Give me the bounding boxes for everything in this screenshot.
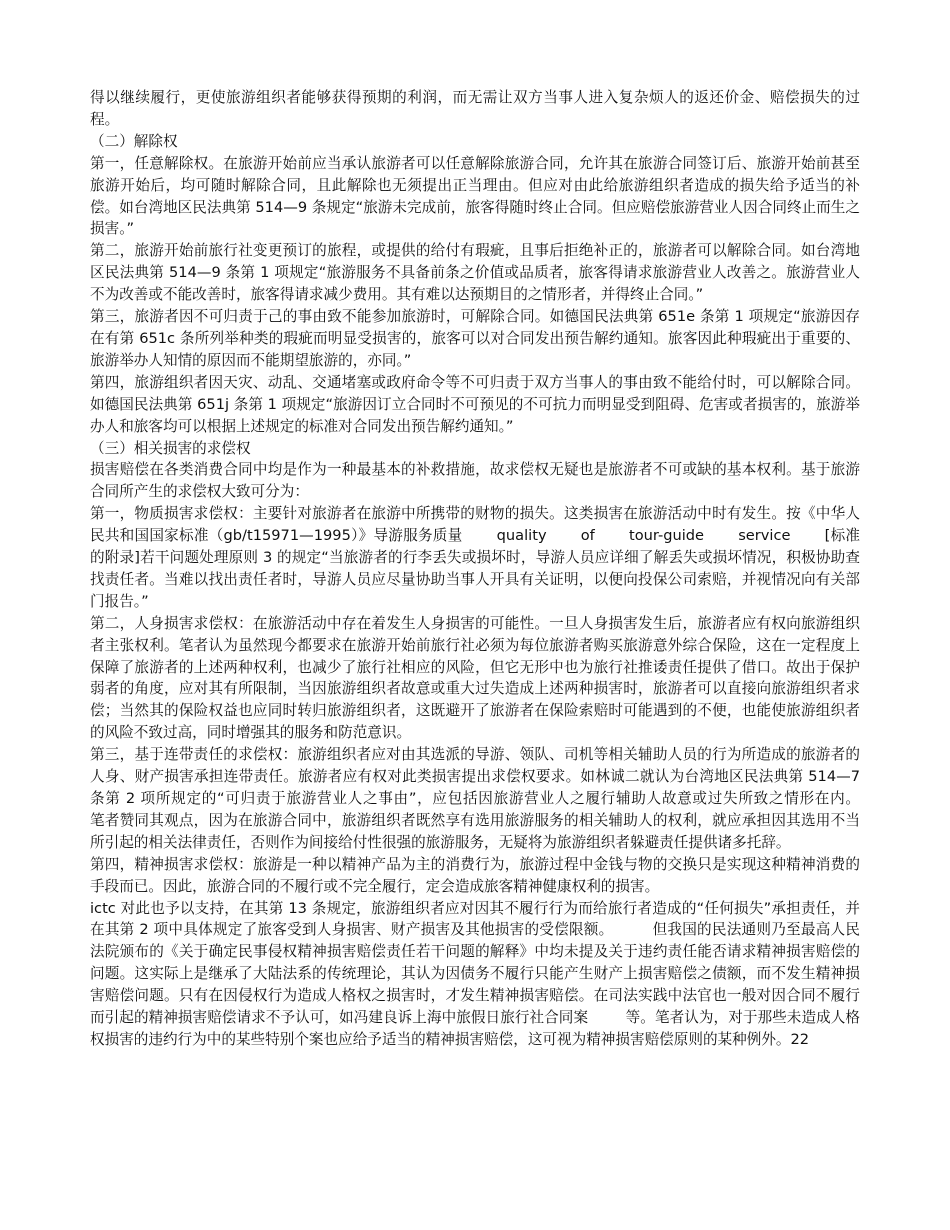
section-heading-damage-claims: （三）相关损害的求偿权 (90, 439, 251, 457)
paragraph-personal-injury: 第二，人身损害求偿权：在旅游活动中存在着发生人身损害的可能性。一旦人身损害发生后，旅游者应有权向旅游组织者主张权利。笔者认为虽然现今都要求在旅游开始前旅行社必须为每位旅游者购买旅游意外综合保险，这在一定程度上保障了旅游者的上述两种权利，也减少了旅行社相应的风险，但它无形中也为旅行社推诿责任提供了借口。故出于保护弱者的角度，应对其有所限制，当因旅游组织者故意或重大过失造成上述两种损害时，旅游者可以直接向旅游组织者求偿；当然其的保险权益也应同时转归旅游组织者，这既避开了旅游者在保险索赔时可能遇到的不便，也能使旅游组织者的风险不致过高，同时增强其的服务和防范意识。 (90, 614, 860, 742)
document-body (90, 87, 898, 1051)
paragraph-ictc: ictc 对此也予以支持，在其第 13 条规定，旅游组织者应对因其不履行行为而给旅行者造成的“任何损失”承担责任，并在其第 2 项中具体规定了旅客受到人身损害、财产损害及其他损害的受偿限额。 但我国的民法通则乃至最高人民法院颁布的《关于确定民事侵权精神损害赔偿责任若干问题的解释》中均未提及关于违约责任能否请求精神损害赔偿的问题。这实际上是继承了大陆法系的传统理论，其认为因债务不履行只能产生财产上损害赔偿之债额，而不发生精神损害赔偿问题。只有在因侵权行为造成人格权之损害时，才发生精神损害赔偿。在司法实践中法官也一般对因合同不履行而引起的精神损害赔偿请求不予认可，如冯建良诉上海中旅假日旅行社合同案 等。笔者认为，对于那些未造成人格权损害的违约行为中的某些特别个案也应给予适当的精神损害赔偿，这可视为精神损害赔偿原则的某种例外。22 (90, 899, 860, 1048)
paragraph-joint-liability: 第三，基于连带责任的求偿权：旅游组织者应对由其选派的导游、领队、司机等相关辅助人员的行为所造成的旅游者的人身、财产损害承担连带责任。旅游者应有权对此类损害提出求偿权要求。如林诚二就认为台湾地区民法典第 514—7 条第 2 项所规定的“可归责于旅游营业人之事由”，应包括因旅游营业人之履行辅助人故意或过失所致之情形在内。 笔者赞同其观点，因为在旅游合同中，旅游组织者既然享有选用旅游服务的相关辅助人的权利，就应承担因其选用不当所引起的相关法律责任，否则作为间接给付性很强的旅游服务，无疑将为旅游组织者躲避责任提供诸多托辞。 (90, 746, 898, 851)
paragraph-property-damage: 第一，物质损害求偿权：主要针对旅游者在旅游中所携带的财物的损失。这类损害在旅游活动中时有发生。按《中华人民共和国国家标准（gb/t15971—1995）》导游服务质量 quality of tour-guide service [标准的附录]若干问题处理原则 3 的规定“当旅游者的行李丢失或损坏时，导游人员应详细了解丢失或损坏情况，积极协助查找责任者。当难以找出责任者时，导游人员应尽量协助当事人开具有关证明，以便向投保公司索赔，并视情况向有关部门报告。” (90, 505, 860, 610)
section-heading-termination-right: （二）解除权 (90, 132, 178, 150)
paragraph-non-attributable-cause: 第三，旅游者因不可归责于己的事由致不能参加旅游时，可解除合同。如德国民法典第 651e 条第 1 项规定“旅游因存在有第 651c 条所列举种类的瑕疵而明显受损害的，旅客可以对合同发出预告解约通知。旅客因此种瑕疵出于重要的、旅游举办人知情的原因而不能期望旅游的，亦同。” (90, 308, 860, 369)
paragraph-continuation: 得以继续履行，更使旅游组织者能够获得预期的利润，而无需让双方当事人进入复杂烦人的返还价金、赔偿损失的过程。 (90, 89, 860, 128)
paragraph-arbitrary-termination: 第一，任意解除权。在旅游开始前应当承认旅游者可以任意解除旅游合同，允许其在旅游合同签订后、旅游开始前甚至旅游开始后，均可随时解除合同，且此解除也无须提出正当理由。但应对由此给旅游组织者造成的损失给予适当的补偿。如台湾地区民法典第 514—9 条规定“旅游未完成前，旅客得随时终止合同。但应赔偿旅游营业人因合同终止而生之损害。” (90, 154, 860, 238)
paragraph-damage-intro: 损害赔偿在各类消费合同中均是作为一种最基本的补救措施，故求偿权无疑也是旅游者不可或缺的基本权利。基于旅游合同所产生的求偿权大致可分为： (90, 461, 860, 501)
paragraph-force-majeure: 第四，旅游组织者因天灾、动乱、交通堵塞或政府命令等不可归责于双方当事人的事由致不能给付时，可以解除合同。如德国民法典第 651j 条第 1 项规定“旅游因订立合同时不可预见的不可抗力而明显受到阻碍、危害或者损害的，旅游举办人和旅客均可以根据上述规定的标准对合同发出预告解约通知。” (90, 373, 860, 435)
paragraph-itinerary-change: 第二，旅游开始前旅行社变更预订的旅程，或提供的给付有瑕疵，且事后拒绝补正的，旅游者可以解除合同。如台湾地区民法典第 514—9 条第 1 项规定“旅游服务不具备前条之价值或品质者，旅客得请求旅游营业人改善之。旅游营业人不为改善或不能改善时，旅客得请求减少费用。其有难以达预期目的之情形者，并得终止合同。” (90, 242, 860, 304)
paragraph-mental-damage: 第四，精神损害求偿权：旅游是一种以精神产品为主的消费行为，旅游过程中金钱与物的交换只是实现这种精神消费的手段而已。因此，旅游合同的不履行或不完全履行，定会造成旅客精神健康权利的损害。 (90, 855, 860, 895)
